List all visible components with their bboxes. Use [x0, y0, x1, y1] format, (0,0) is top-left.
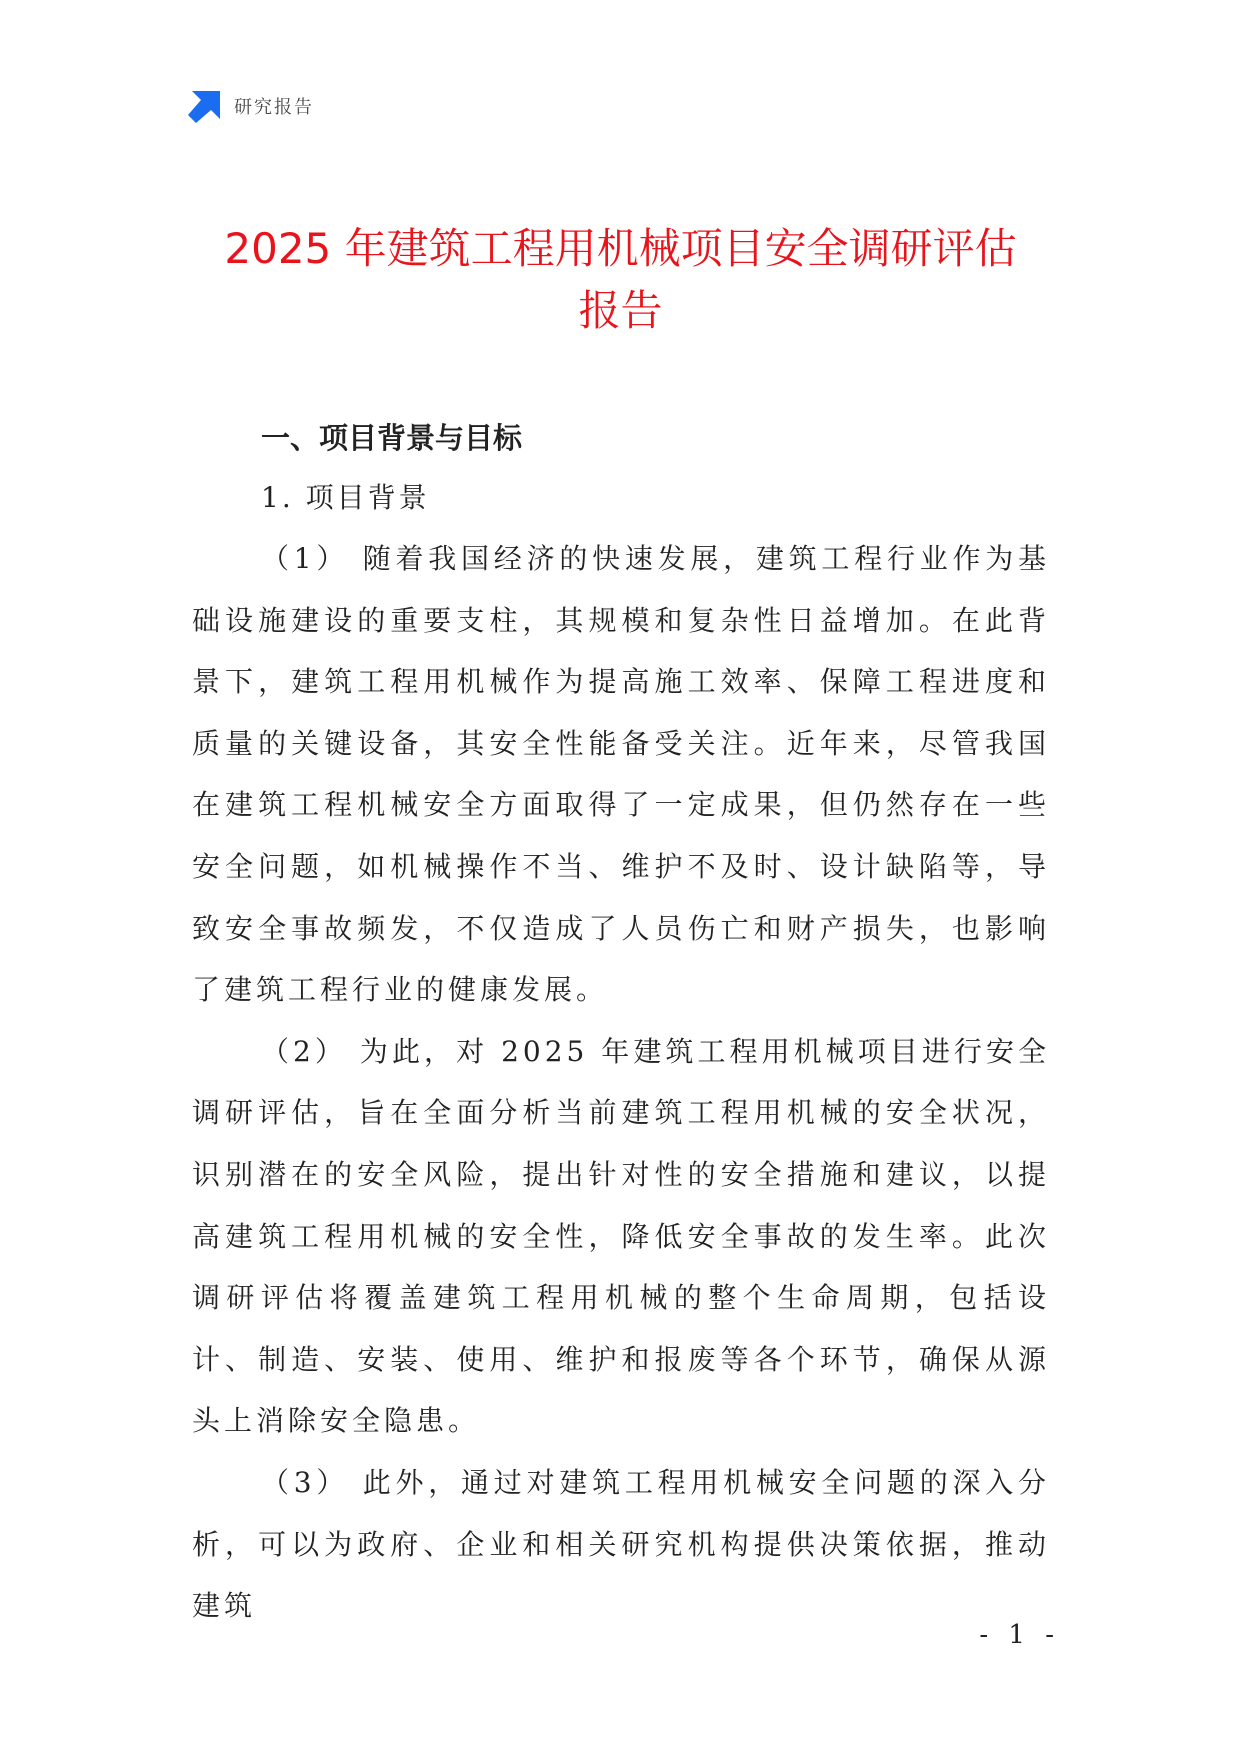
title-line-2: 报告: [578, 286, 663, 335]
document-title: [150, 218, 1091, 342]
arrow-up-right-icon: [188, 89, 222, 123]
subsection-heading: 1. 项目背景: [261, 481, 430, 514]
paragraph-3: （3） 此外，通过对建筑工程用机械安全问题的深入分析，可以为政府、企业和相关研究机构提供决策依据，推动建筑: [192, 1465, 1050, 1623]
document-body: [192, 408, 1050, 1637]
header-label: 研究报告: [234, 97, 314, 118]
report-header: [188, 88, 314, 124]
section-heading: 一、项目背景与目标: [261, 421, 523, 455]
paragraph-1: （1） 随着我国经济的快速发展，建筑工程行业作为基础设施建设的重要支柱，其规模和复杂性日益增加。在此背景下，建筑工程用机械作为提高施工效率、保障工程进度和质量的关键设备，其安全性能备受关注。近年来，尽管我国在建筑工程机械安全方面取得了一定成果，但仍然存在一些安全问题，如机械操作不当、维护不及时、设计缺陷等，导致安全事故频发，不仅造成了人员伤亡和财产损失，也影响了建筑工程行业的健康发展。: [192, 542, 1050, 1007]
page-number: - 1 -: [979, 1620, 1060, 1650]
paragraph-2: （2） 为此，对 2025 年建筑工程用机械项目进行安全调研评估，旨在全面分析当前建筑工程用机械的安全状况，识别潜在的安全风险，提出针对性的安全措施和建议，以提高建筑工程用机械的安全性，降低安全事故的发生率。此次调研评估将覆盖建筑工程用机械的整个生命周期，包括设计、制造、安装、使用、维护和报废等各个环节，确保从源头上消除安全隐患。: [192, 1034, 1050, 1438]
title-line-1: 2025 年建筑工程用机械项目安全调研评估: [224, 224, 1017, 273]
